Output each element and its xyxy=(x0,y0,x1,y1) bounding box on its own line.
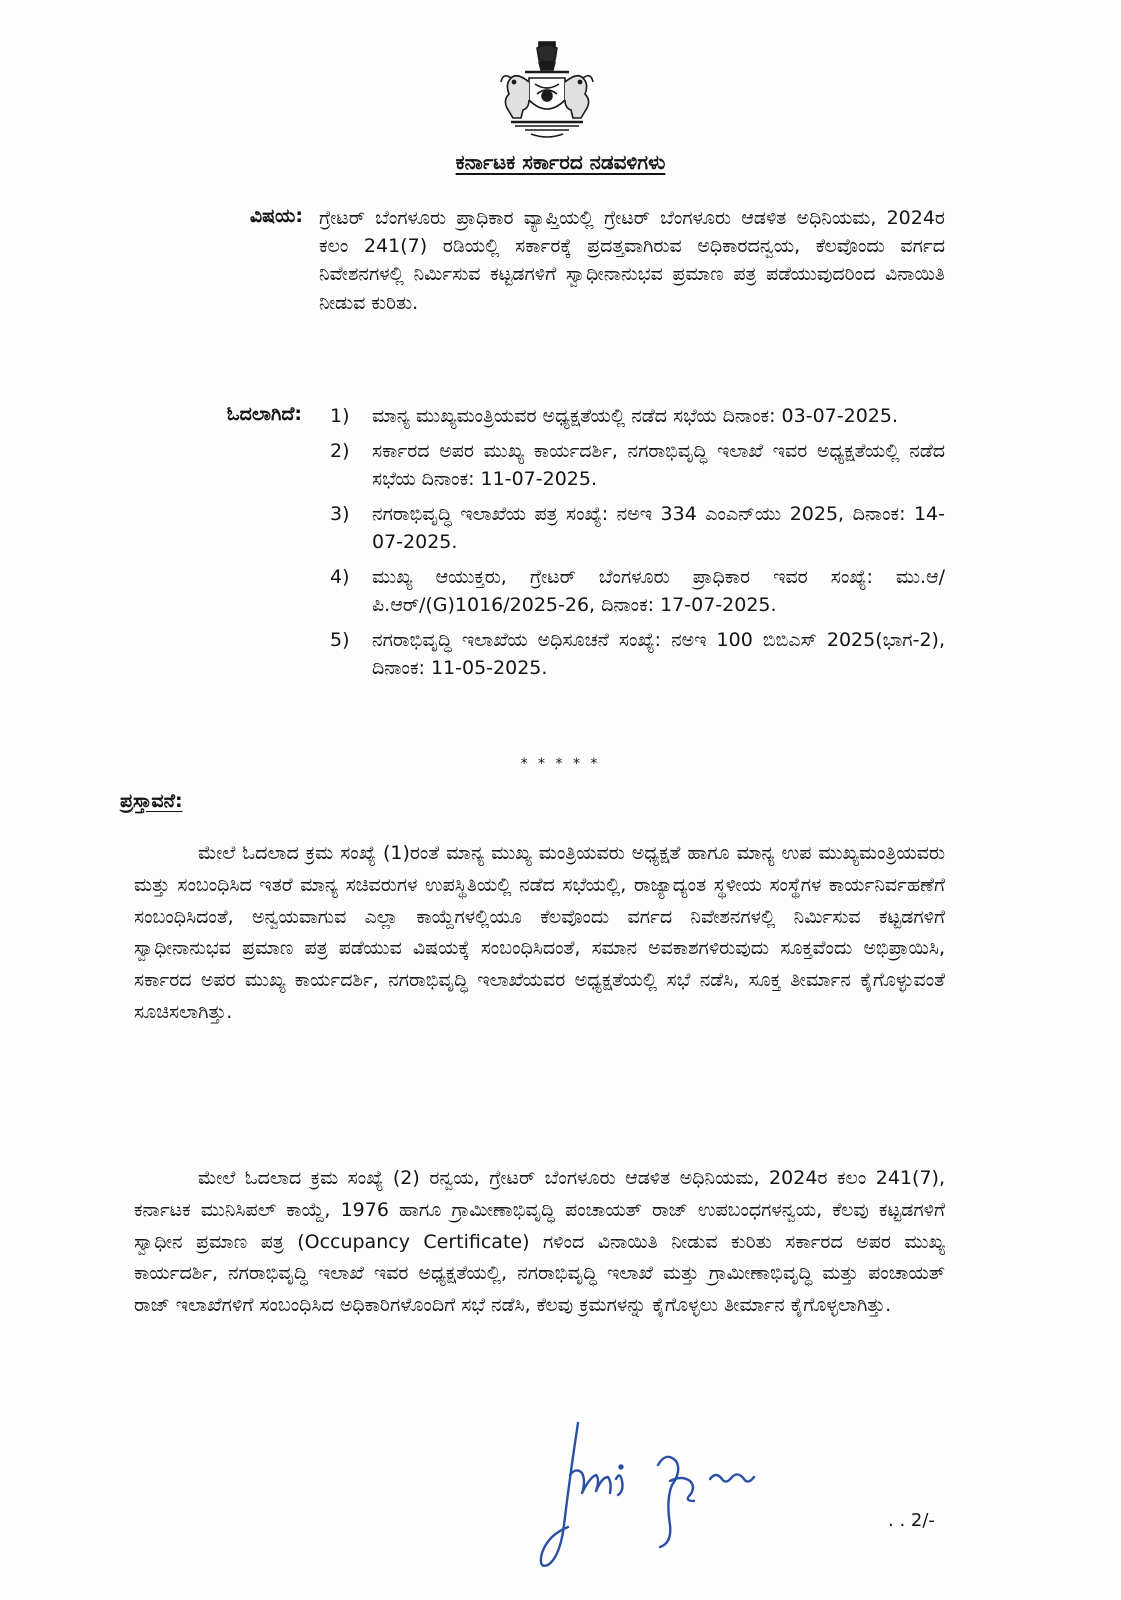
reference-item xyxy=(330,626,945,682)
preamble-heading: ಪ್ರಸ್ತಾವನೆ: xyxy=(120,790,183,812)
document-title: ಕರ್ನಾಟಕ ಸರ್ಕಾರದ ನಡವಳಿಗಳು xyxy=(455,150,666,174)
reference-text: ಮುಖ್ಯ ಆಯುಕ್ತರು, ಗ್ರೇಟರ್ ಬೆಂಗಳೂರು ಪ್ರಾಧಿಕಾರ ಇವರ ಸಂಖ್ಯೆ: ಮು.ಆ/ಪಿ.ಆರ್/(G)1016/2025-26, ದಿನಾಂಕ: 17-07-2025. xyxy=(372,566,945,616)
subject-label: ವಿಷಯ: xyxy=(249,205,303,227)
reference-number: 4) xyxy=(330,566,350,588)
references-label: ಓದಲಾಗಿದೆ: xyxy=(226,403,302,425)
state-emblem-icon xyxy=(495,38,599,142)
reference-item xyxy=(330,563,945,619)
references-list xyxy=(330,402,945,689)
reference-text: ಮಾನ್ಯ ಮುಖ್ಯಮಂತ್ರಿಯವರ ಅಧ್ಯಕ್ಷತೆಯಲ್ಲಿ ನಡೆದ ಸಭೆಯ ದಿನಾಂಕ: 03-07-2025. xyxy=(372,405,899,427)
page-continuation: . . 2/- xyxy=(888,1510,935,1531)
reference-text: ನಗರಾಭಿವೃದ್ಧಿ ಇಲಾಖೆಯ ಪತ್ರ ಸಂಖ್ಯೆ: ನಅಇ 334 ಎಂಎನ್‌ಯು 2025, ದಿನಾಂಕ: 14-07-2025. xyxy=(372,503,945,553)
reference-item xyxy=(330,402,945,430)
reference-text: ನಗರಾಭಿವೃದ್ಧಿ ಇಲಾಖೆಯ ಅಧಿಸೂಚನೆ ಸಂಖ್ಯೆ: ನಅಇ 100 ಬಿಬಿಎಸ್ 2025(ಭಾಗ-2), ದಿನಾಂಕ: 11-05-2025. xyxy=(372,629,945,679)
subject-text: ಗ್ರೇಟರ್ ಬೆಂಗಳೂರು ಪ್ರಾಧಿಕಾರ ವ್ಯಾಪ್ತಿಯಲ್ಲಿ ಗ್ರೇಟರ್ ಬೆಂಗಳೂರು ಆಡಳಿತ ಅಧಿನಿಯಮ, 2024ರ ಕಲಂ 241(7) ರಡಿಯಲ್ಲಿ ಸರ್ಕಾರಕ್ಕೆ ಪ್ರದತ್ತವಾಗಿರುವ ಅಧಿಕಾರದನ್ವಯ, ಕೆಲವೊಂದು ವರ್ಗದ ನಿವೇಶನಗಳಲ್ಲಿ ನಿರ್ಮಿಸುವ ಕಟ್ಟಡಗಳಿಗೆ ಸ್ವಾಧೀನಾನುಭವ ಪ್ರಮಾಣ ಪತ್ರ ಪಡೆಯುವುದರಿಂದ ವಿನಾಯಿತಿ ನೀಡುವ ಕುರಿತು. xyxy=(319,207,945,314)
reference-number: 5) xyxy=(330,629,350,651)
reference-number: 3) xyxy=(330,503,350,525)
preamble-paragraph-1: ಮೇಲೆ ಓದಲಾದ ಕ್ರಮ ಸಂಖ್ಯೆ (1)ರಂತೆ ಮಾನ್ಯ ಮುಖ್ಯ ಮಂತ್ರಿಯವರು ಅಧ್ಯಕ್ಷತೆ ಹಾಗೂ ಮಾನ್ಯ ಉಪ ಮುಖ್ಯಮಂತ್ರಿಯವರು ಮತ್ತು ಸಂಬಂಧಿಸಿದ ಇತರೆ ಮಾನ್ಯ ಸಚಿವರುಗಳ ಉಪಸ್ಥಿತಿಯಲ್ಲಿ ನಡೆದ ಸಭೆಯಲ್ಲಿ, ರಾಜ್ಯಾದ್ಯಂತ ಸ್ಥಳೀಯ ಸಂಸ್ಥೆಗಳ ಕಾರ್ಯನಿರ್ವಹಣೆಗೆ ಸಂಬಂಧಿಸಿದಂತೆ, ಅನ್ವಯವಾಗುವ ಎಲ್ಲಾ ಕಾಯ್ದೆಗಳಲ್ಲಿಯೂ ಕೆಲವೊಂದು ವರ್ಗದ ನಿವೇಶನಗಳಲ್ಲಿ ನಿರ್ಮಿಸುವ ಕಟ್ಟಡಗಳಿಗೆ ಸ್ವಾಧೀನಾನುಭವ ಪ್ರಮಾಣ ಪತ್ರ ಪಡೆಯುವ ವಿಷಯಕ್ಕೆ ಸಂಬಂಧಿಸಿದಂತೆ, ಸಮಾನ ಅವಕಾಶಗಳಿರುವುದು ಸೂಕ್ತವೆಂದು ಅಭಿಪ್ರಾಯಿಸಿ, ಸರ್ಕಾರದ ಅಪರ ಮುಖ್ಯ ಕಾರ್ಯದರ್ಶಿ, ನಗರಾಭಿವೃದ್ಧಿ ಇಲಾಖೆಯವರ ಅಧ್ಯಕ್ಷತೆಯಲ್ಲಿ ಸಭೆ ನಡೆಸಿ, ಸೂಕ್ತ ತೀರ್ಮಾನ ಕೈಗೊಳ್ಳುವಂತೆ ಸೂಚಿಸಲಾಗಿತ್ತು. xyxy=(134,842,945,1023)
reference-number: 2) xyxy=(330,440,350,462)
reference-item xyxy=(330,500,945,556)
section-separator: * * * * * xyxy=(520,756,601,772)
preamble-paragraph-2: ಮೇಲೆ ಓದಲಾದ ಕ್ರಮ ಸಂಖ್ಯೆ (2) ರನ್ವಯ, ಗ್ರೇಟರ್ ಬೆಂಗಳೂರು ಆಡಳಿತ ಅಧಿನಿಯಮ, 2024ರ ಕಲಂ 241(7), ಕರ್ನಾಟಕ ಮುನಿಸಿಪಲ್ ಕಾಯ್ದೆ, 1976 ಹಾಗೂ ಗ್ರಾಮೀಣಾಭಿವೃದ್ಧಿ ಪಂಚಾಯತ್ ರಾಜ್ ಉಪಬಂಧಗಳನ್ವಯ, ಕೆಲವು ಕಟ್ಟಡಗಳಿಗೆ ಸ್ವಾಧೀನ ಪ್ರಮಾಣ ಪತ್ರ (Occupancy Certificate) ಗಳಿಂದ ವಿನಾಯಿತಿ ನೀಡುವ ಕುರಿತು ಸರ್ಕಾರದ ಅಪರ ಮುಖ್ಯ ಕಾರ್ಯದರ್ಶಿ, ನಗರಾಭಿವೃದ್ಧಿ ಇಲಾಖೆ ಇವರ ಅಧ್ಯಕ್ಷತೆಯಲ್ಲಿ, ನಗರಾಭಿವೃದ್ಧಿ ಇಲಾಖೆ ಮತ್ತು ಗ್ರಾಮೀಣಾಭಿವೃದ್ಧಿ ಮತ್ತು ಪಂಚಾಯತ್ ರಾಜ್ ಇಲಾಖೆಗಳಿಗೆ ಸಂಬಂಧಿಸಿದ ಅಧಿಕಾರಿಗಳೊಂದಿಗೆ ಸಭೆ ನಡೆಸಿ, ಕೆಲವು ಕ್ರಮಗಳನ್ನು ಕೈಗೊಳ್ಳಲು ತೀರ್ಮಾನ ಕೈಗೊಳ್ಳಲಾಗಿತ್ತು. xyxy=(134,1167,945,1317)
signature-icon xyxy=(530,1415,790,1575)
reference-text: ಸರ್ಕಾರದ ಅಪರ ಮುಖ್ಯ ಕಾರ್ಯದರ್ಶಿ, ನಗರಾಭಿವೃದ್ಧಿ ಇಲಾಖೆ ಇವರ ಅಧ್ಯಕ್ಷತೆಯಲ್ಲಿ ನಡೆದ ಸಭೆಯ ದಿನಾಂಕ: 11-07-2025. xyxy=(372,440,945,490)
reference-item xyxy=(330,437,945,493)
reference-number: 1) xyxy=(330,405,350,427)
